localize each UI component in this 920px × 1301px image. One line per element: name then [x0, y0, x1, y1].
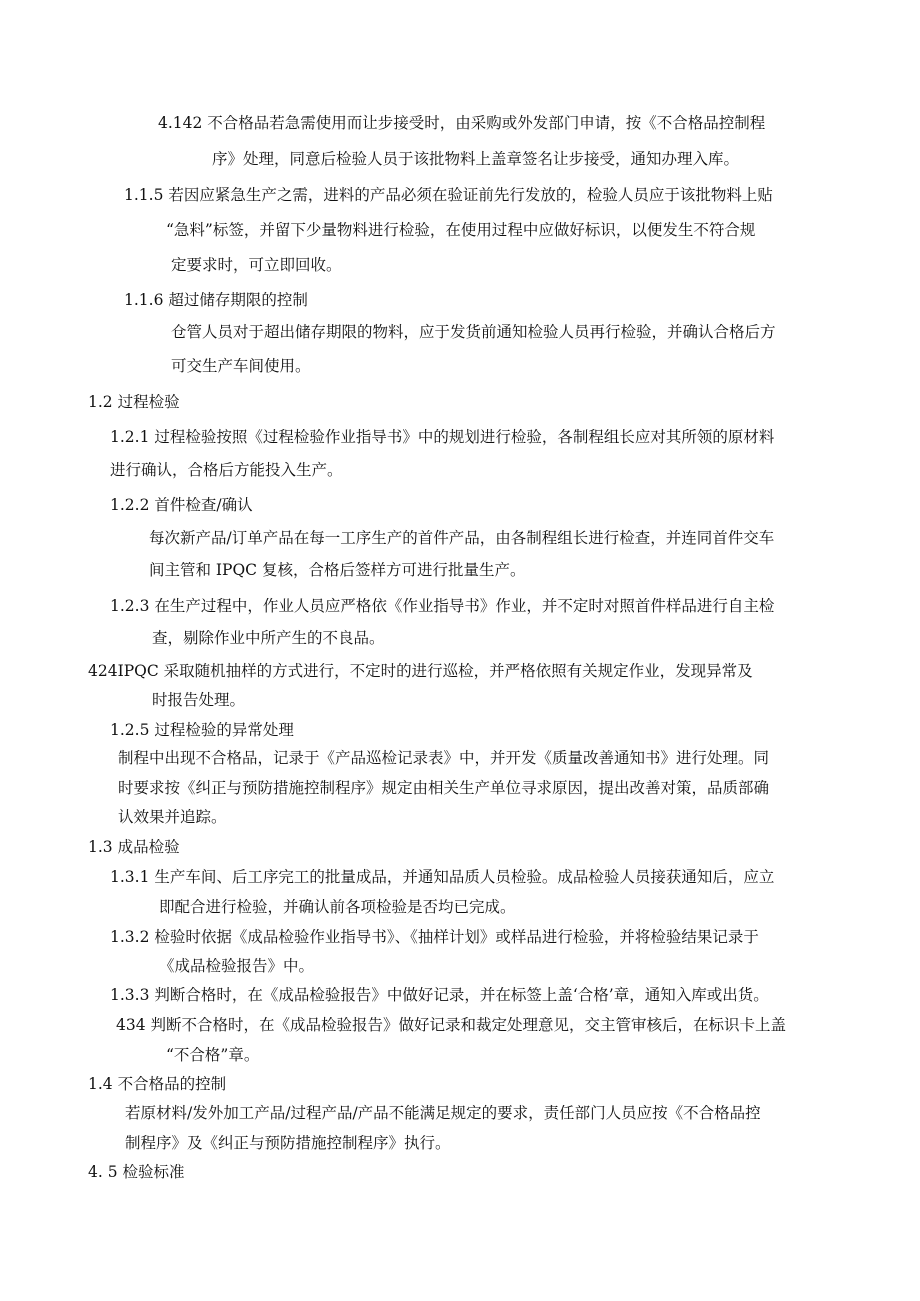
text-line: 制程中出现不合格品，记录于《产品巡检记录表》中，并开发《质量改善通知书》进行处理。同 — [118, 749, 770, 767]
text-line: 即配合进行检验，并确认前各项检验是否均已完成。 — [159, 898, 516, 916]
text-line: “不合格”章。 — [166, 1046, 260, 1064]
text-line: 序》处理，同意后检验人员于该批物料上盖章签名让步接受，通知办理入库。 — [212, 150, 740, 168]
text-line: 可交生产车间使用。 — [171, 357, 311, 375]
text-line: 424IPQC 采取随机抽样的方式进行，不定时的进行巡检，并严格依照有关规定作业，发现异常及 — [88, 662, 753, 680]
text-line: 1.3.2 检验时依据《成品检验作业指导书》、《抽样计划》或样品进行检验，并将检验结果记录于 — [110, 928, 759, 946]
text-line: 进行确认，合格后方能投入生产。 — [110, 461, 343, 479]
text-line: 间主管和 IPQC 复核，合格后签样方可进行批量生产。 — [149, 561, 526, 579]
text-line: “急料”标签，并留下少量物料进行检验，在使用过程中应做好标识，以便发生不符合规 — [166, 221, 756, 239]
text-line: 1.3.1 生产车间、后工序完工的批量成品，并通知品质人员检验。成品检验人员接获通知后，应立 — [110, 868, 775, 886]
section-heading: 1.3 成品检验 — [88, 838, 180, 856]
text-line: 4.142 不合格品若急需使用而让步接受时，由采购或外发部门申请，按《不合格品控制程 — [158, 114, 766, 132]
text-line: 认效果并追踪。 — [118, 808, 227, 826]
text-line: 1.3.3 判断合格时，在《成品检验报告》中做好记录，并在标签上盖‘合格’章，通知入库或出货。 — [110, 986, 769, 1004]
text-line: 1.2.1 过程检验按照《过程检验作业指导书》中的规划进行检验，各制程组长应对其所领的原材料 — [110, 428, 775, 446]
section-heading: 4. 5 检验标准 — [88, 1163, 185, 1181]
text-line: 《成品检验报告》中。 — [159, 957, 315, 975]
text-line: 时报告处理。 — [152, 691, 246, 709]
text-line: 定要求时，可立即回收。 — [171, 256, 342, 274]
text-line: 1.2.3 在生产过程中，作业人员应严格依《作业指导书》作业，并不定时对照首件样品进行自主检 — [110, 597, 775, 615]
section-heading: 1.4 不合格品的控制 — [88, 1075, 227, 1093]
section-heading: 1.1.6 超过储存期限的控制 — [124, 291, 308, 309]
text-line: 434 判断不合格时，在《成品检验报告》做好记录和裁定处理意见，交主管审核后，在标识卡上盖 — [116, 1016, 787, 1034]
text-line: 1.1.5 若因应紧急生产之需，进料的产品必须在验证前先行发放的，检验人员应于该批物料上贴 — [124, 186, 773, 204]
section-heading: 1.2.5 过程检验的异常处理 — [110, 721, 294, 739]
section-heading: 1.2.2 首件检查/确认 — [110, 496, 253, 514]
text-line: 若原材料/发外加工产品/过程产品/产品不能满足规定的要求，责任部门人员应按《不合格品控 — [125, 1104, 761, 1122]
text-line: 时要求按《纠正与预防措施控制程序》规定由相关生产单位寻求原因，提出改善对策，品质部确 — [118, 779, 770, 797]
text-line: 每次新产品/订单产品在每一工序生产的首件产品，由各制程组长进行检查，并连同首件交车 — [149, 529, 775, 547]
section-heading: 1.2 过程检验 — [88, 393, 180, 411]
text-line: 查，剔除作业中所产生的不良品。 — [152, 629, 385, 647]
text-line: 仓管人员对于超出储存期限的物料，应于发货前通知检验人员再行检验，并确认合格后方 — [171, 323, 776, 341]
text-line: 制程序》及《纠正与预防措施控制程序》执行。 — [125, 1134, 451, 1152]
